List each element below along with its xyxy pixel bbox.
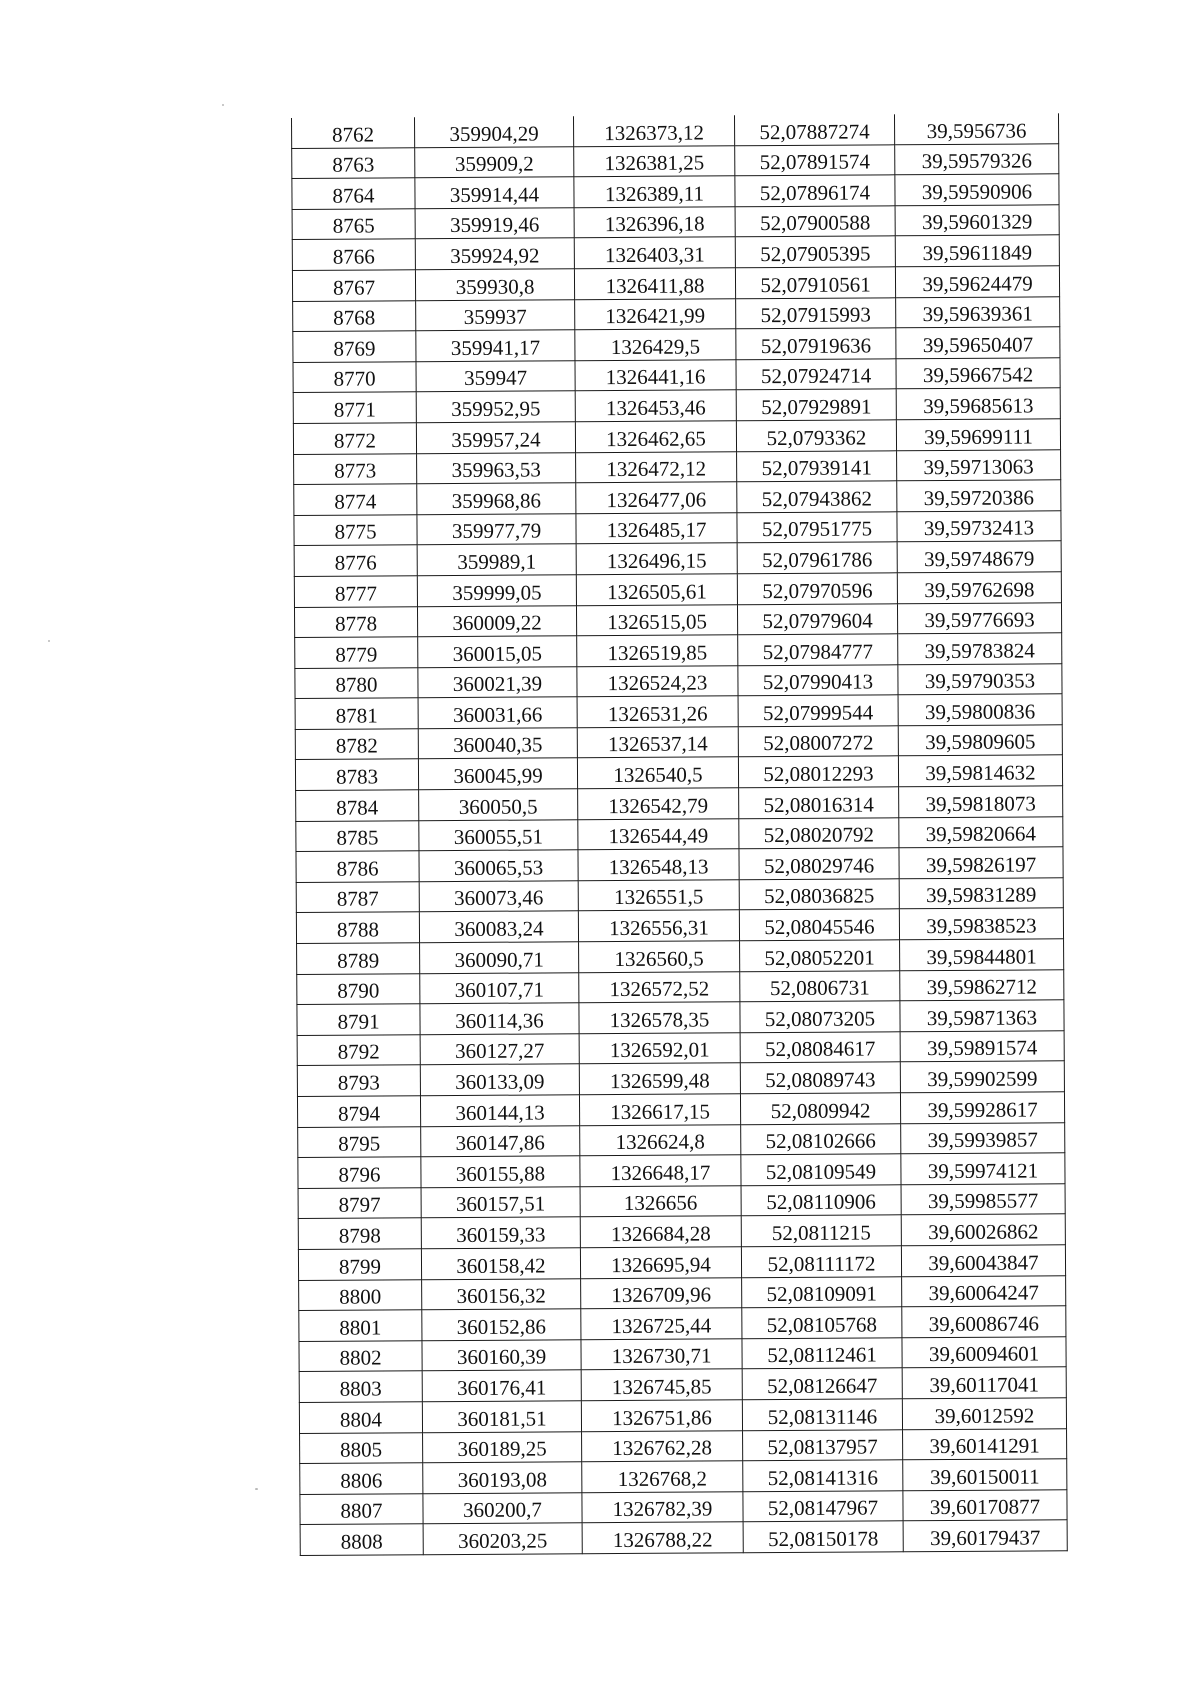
table-row	[292, 143, 1059, 178]
table-cell: 39,59748679	[897, 541, 1061, 573]
table-cell: 1326762,28	[582, 1430, 743, 1462]
table-cell: 1326560,5	[579, 941, 740, 973]
table-cell: 52,08089743	[740, 1062, 900, 1094]
table-cell: 39,60043847	[901, 1245, 1065, 1277]
table-cell: 52,07915993	[736, 297, 896, 329]
table-cell: 360021,39	[418, 666, 577, 698]
table-cell: 1326472,12	[576, 451, 737, 483]
table-cell: 39,59902599	[900, 1061, 1064, 1093]
table-cell: 359977,79	[417, 513, 576, 545]
table-cell: 1326768,2	[582, 1461, 743, 1493]
table-cell: 1326462,65	[575, 421, 736, 453]
table-cell: 360045,99	[418, 758, 577, 790]
table-cell: 52,07891574	[735, 144, 895, 176]
table-cell: 359941,17	[416, 330, 575, 362]
table-cell: 1326531,26	[577, 696, 738, 728]
table-cell: 8762	[292, 117, 415, 148]
table-row	[297, 939, 1064, 974]
table-row	[298, 1245, 1065, 1280]
table-cell: 1326544,49	[578, 818, 739, 850]
table-cell: 52,07905395	[735, 236, 895, 268]
table-cell: 359952,95	[416, 391, 575, 423]
table-cell: 52,0806731	[740, 970, 900, 1002]
table-cell: 39,59639361	[896, 296, 1060, 328]
table-cell: 359968,86	[417, 483, 576, 515]
table-row	[300, 1520, 1067, 1555]
table-cell: 1326572,52	[579, 971, 740, 1003]
scan-speck	[222, 104, 224, 106]
table-cell: 1326496,15	[576, 543, 737, 575]
table-cell: 8793	[297, 1065, 420, 1096]
table-cell: 39,59783824	[898, 633, 1062, 665]
table-row	[298, 1153, 1065, 1188]
coordinates-table-wrapper	[291, 113, 1062, 1556]
table-cell: 360193,08	[423, 1462, 582, 1494]
table-cell: 39,60094601	[902, 1337, 1066, 1369]
table-cell: 39,59939857	[901, 1122, 1065, 1154]
table-cell: 8770	[293, 361, 416, 392]
table-cell: 1326656	[580, 1186, 741, 1218]
table-row	[292, 113, 1059, 148]
table-cell: 1326403,31	[574, 237, 735, 269]
table-cell: 1326540,5	[577, 757, 738, 789]
table-cell: 8790	[297, 973, 420, 1004]
table-cell: 360200,7	[423, 1492, 582, 1524]
table-cell: 8786	[296, 851, 419, 882]
table-cell: 39,59891574	[900, 1031, 1064, 1063]
table-cell: 39,59800836	[898, 694, 1062, 726]
table-cell: 1326453,46	[575, 390, 736, 422]
table-cell: 1326485,17	[576, 513, 737, 545]
table-cell: 39,59974121	[901, 1153, 1065, 1185]
table-cell: 8803	[299, 1371, 422, 1402]
table-cell: 1326477,06	[576, 482, 737, 514]
table-row	[294, 602, 1061, 637]
table-cell: 8792	[297, 1035, 420, 1066]
table-cell: 52,08016314	[739, 787, 899, 819]
table-cell: 52,07910561	[735, 267, 895, 299]
table-cell: 8791	[297, 1004, 420, 1035]
table-cell: 360127,27	[420, 1034, 579, 1066]
table-cell: 8779	[295, 637, 418, 668]
table-cell: 1326578,35	[579, 1002, 740, 1034]
table-cell: 360083,24	[419, 911, 578, 943]
table-row	[299, 1367, 1066, 1402]
table-cell: 8774	[294, 484, 417, 515]
table-cell: 8782	[295, 729, 418, 760]
table-cell: 359989,1	[417, 544, 576, 576]
table-row	[293, 388, 1060, 423]
table-row	[295, 694, 1062, 729]
table-cell: 52,08012293	[738, 756, 898, 788]
table-row	[296, 878, 1063, 913]
table-cell: 8783	[295, 759, 418, 790]
table-cell: 8805	[300, 1432, 423, 1463]
table-cell: 359963,53	[417, 452, 576, 484]
table-cell: 1326421,99	[575, 298, 736, 330]
table-row	[293, 358, 1060, 393]
table-cell: 52,07951775	[737, 512, 897, 544]
table-cell: 39,59667542	[896, 358, 1060, 390]
table-cell: 1326537,14	[577, 727, 738, 759]
table-cell: 52,08036825	[739, 879, 899, 911]
table-cell: 360147,86	[421, 1125, 580, 1157]
table-cell: 8763	[292, 147, 415, 178]
table-cell: 8787	[296, 882, 419, 913]
table-cell: 39,59776693	[897, 602, 1061, 634]
table-cell: 39,60141291	[903, 1428, 1067, 1460]
table-row	[300, 1490, 1067, 1525]
table-cell: 1326505,61	[576, 574, 737, 606]
table-cell: 39,59871363	[900, 1000, 1064, 1032]
table-cell: 39,59818073	[899, 786, 1063, 818]
table-row	[294, 572, 1061, 607]
table-cell: 8767	[292, 270, 415, 301]
table-cell: 52,08007272	[738, 726, 898, 758]
table-cell: 8785	[296, 820, 419, 851]
table-cell: 8781	[295, 698, 418, 729]
table-cell: 1326548,13	[578, 849, 739, 881]
table-cell: 360189,25	[423, 1431, 582, 1463]
table-cell: 8766	[292, 239, 415, 270]
table-cell: 39,60026862	[901, 1214, 1065, 1246]
table-cell: 8769	[293, 331, 416, 362]
table-cell: 52,0811215	[741, 1215, 901, 1247]
table-cell: 39,59820664	[899, 816, 1063, 848]
table-cell: 39,59732413	[897, 511, 1061, 543]
table-row	[298, 1184, 1065, 1219]
coordinates-table-body	[292, 113, 1068, 1555]
table-cell: 360015,05	[418, 636, 577, 668]
table-cell: 8776	[294, 545, 417, 576]
table-cell: 52,07900588	[735, 206, 895, 238]
table-cell: 52,08137957	[743, 1429, 903, 1461]
table-cell: 360176,41	[422, 1370, 581, 1402]
table-row	[293, 327, 1060, 362]
table-row	[297, 1061, 1064, 1096]
table-cell: 52,07924714	[736, 359, 896, 391]
table-cell: 360156,32	[422, 1278, 581, 1310]
table-cell: 360065,53	[419, 850, 578, 882]
table-cell: 52,08102666	[741, 1123, 901, 1155]
table-cell: 52,07887274	[734, 114, 894, 145]
table-cell: 1326519,85	[577, 635, 738, 667]
table-cell: 8801	[299, 1310, 422, 1341]
table-cell: 359947	[416, 361, 575, 393]
table-cell: 52,0809942	[740, 1093, 900, 1125]
table-cell: 360107,71	[420, 972, 579, 1004]
table-cell: 52,07929891	[736, 389, 896, 421]
table-cell: 1326648,17	[580, 1155, 741, 1187]
table-cell: 52,08052201	[740, 940, 900, 972]
table-cell: 1326396,18	[574, 207, 735, 239]
table-cell: 39,5956736	[894, 113, 1058, 144]
table-cell: 1326782,39	[582, 1491, 743, 1523]
table-cell: 8780	[295, 667, 418, 698]
table-cell: 360090,71	[420, 942, 579, 974]
table-cell: 8778	[294, 606, 417, 637]
table-row	[297, 1092, 1064, 1127]
table-row	[296, 847, 1063, 882]
table-row	[299, 1398, 1066, 1433]
table-cell: 8777	[294, 576, 417, 607]
table-cell: 360181,51	[422, 1401, 581, 1433]
table-cell: 1326429,5	[575, 329, 736, 361]
table-cell: 359957,24	[416, 422, 575, 454]
table-row	[294, 511, 1061, 546]
table-cell: 39,60179437	[903, 1520, 1067, 1552]
table-cell: 359904,29	[414, 116, 573, 147]
table-cell: 360055,51	[419, 819, 578, 851]
table-row	[293, 419, 1060, 454]
table-row	[296, 908, 1063, 943]
table-cell: 1326542,79	[578, 788, 739, 820]
table-cell: 359909,2	[415, 146, 574, 178]
table-cell: 39,6012592	[902, 1398, 1066, 1430]
table-cell: 1326624,8	[580, 1124, 741, 1156]
table-cell: 359924,92	[415, 238, 574, 270]
table-cell: 360157,51	[421, 1187, 580, 1219]
table-cell: 360144,13	[420, 1095, 579, 1127]
table-cell: 52,08110906	[741, 1185, 901, 1217]
table-row	[294, 541, 1061, 576]
table-cell: 39,60170877	[903, 1490, 1067, 1522]
table-cell: 52,08029746	[739, 848, 899, 880]
table-cell: 39,59650407	[896, 327, 1060, 359]
table-cell: 360114,36	[420, 1003, 579, 1035]
table-cell: 8789	[297, 943, 420, 974]
table-cell: 39,59720386	[897, 480, 1061, 512]
table-row	[298, 1214, 1065, 1249]
table-cell: 39,59844801	[900, 939, 1064, 971]
table-row	[297, 1000, 1064, 1035]
table-cell: 8794	[297, 1096, 420, 1127]
table-row	[295, 633, 1062, 668]
table-row	[292, 266, 1059, 301]
table-cell: 8802	[299, 1340, 422, 1371]
table-cell: 8799	[298, 1249, 421, 1280]
table-cell: 1326381,25	[574, 145, 735, 177]
table-cell: 52,08147967	[743, 1491, 903, 1523]
table-cell: 8775	[294, 514, 417, 545]
table-cell: 1326709,96	[581, 1277, 742, 1309]
table-cell: 1326551,5	[578, 880, 739, 912]
table-cell: 52,08150178	[743, 1521, 903, 1553]
coordinates-table	[291, 113, 1068, 1556]
table-cell: 8773	[294, 453, 417, 484]
table-cell: 359919,46	[415, 208, 574, 240]
table-cell: 360031,66	[418, 697, 577, 729]
table-cell: 1326788,22	[582, 1522, 743, 1554]
table-cell: 8764	[292, 178, 415, 209]
table-row	[292, 174, 1059, 209]
table-cell: 39,59713063	[897, 449, 1061, 481]
table-cell: 52,07961786	[737, 542, 897, 574]
table-cell: 52,08084617	[740, 1032, 900, 1064]
table-row	[292, 205, 1059, 240]
table-cell: 52,07970596	[737, 573, 897, 605]
table-cell: 52,08105768	[742, 1307, 902, 1339]
table-cell: 360040,35	[418, 728, 577, 760]
table-cell: 39,59838523	[899, 908, 1063, 940]
table-cell: 52,07999544	[738, 695, 898, 727]
table-cell: 39,59699111	[896, 419, 1060, 451]
table-cell: 8772	[293, 423, 416, 454]
table-cell: 1326411,88	[574, 268, 735, 300]
table-row	[297, 969, 1064, 1004]
table-cell: 360160,39	[422, 1340, 581, 1372]
table-cell: 52,0793362	[736, 420, 896, 452]
table-cell: 360159,33	[421, 1217, 580, 1249]
table-row	[299, 1275, 1066, 1310]
table-row	[299, 1337, 1066, 1372]
table-row	[296, 816, 1063, 851]
scan-speck	[255, 1488, 258, 1490]
table-cell: 8771	[293, 392, 416, 423]
table-cell: 39,59928617	[900, 1092, 1064, 1124]
table-cell: 1326515,05	[576, 604, 737, 636]
table-cell: 360073,46	[419, 881, 578, 913]
table-cell: 1326592,01	[579, 1033, 740, 1065]
table-cell: 8800	[299, 1279, 422, 1310]
table-row	[292, 235, 1059, 270]
table-cell: 52,08073205	[740, 1001, 900, 1033]
table-cell: 52,08109549	[741, 1154, 901, 1186]
table-cell: 1326373,12	[573, 115, 734, 146]
table-row	[297, 1031, 1064, 1066]
table-cell: 39,60064247	[902, 1275, 1066, 1307]
table-cell: 52,08112461	[742, 1338, 902, 1370]
table-cell: 39,59790353	[898, 663, 1062, 695]
table-cell: 1326556,31	[578, 910, 739, 942]
table-cell: 360133,09	[420, 1064, 579, 1096]
table-cell: 52,07990413	[738, 664, 898, 696]
table-cell: 360152,86	[422, 1309, 581, 1341]
table-cell: 8798	[298, 1218, 421, 1249]
table-cell: 359937	[416, 299, 575, 331]
table-cell: 360158,42	[421, 1248, 580, 1280]
scan-speck	[48, 640, 50, 642]
table-cell: 1326751,86	[581, 1400, 742, 1432]
table-cell: 359914,44	[415, 177, 574, 209]
table-cell: 1326745,85	[581, 1369, 742, 1401]
table-cell: 360155,88	[421, 1156, 580, 1188]
table-row	[295, 663, 1062, 698]
table-cell: 39,59579326	[895, 143, 1059, 175]
table-cell: 8765	[292, 209, 415, 240]
table-row	[293, 296, 1060, 331]
table-cell: 1326617,15	[579, 1094, 740, 1126]
table-cell: 1326730,71	[581, 1339, 742, 1371]
table-row	[296, 786, 1063, 821]
table-cell: 52,07896174	[735, 175, 895, 207]
table-cell: 8804	[299, 1402, 422, 1433]
table-cell: 359930,8	[415, 269, 574, 301]
table-cell: 52,07979604	[737, 603, 897, 635]
table-cell: 39,59862712	[900, 969, 1064, 1001]
table-cell: 1326684,28	[580, 1216, 741, 1248]
table-cell: 8788	[296, 912, 419, 943]
table-row	[294, 480, 1061, 515]
table-cell: 359999,05	[417, 575, 576, 607]
table-cell: 8768	[293, 300, 416, 331]
table-cell: 52,07943862	[737, 481, 897, 513]
table-cell: 1326441,16	[575, 360, 736, 392]
table-cell: 52,08109091	[742, 1276, 902, 1308]
table-cell: 8797	[298, 1188, 421, 1219]
table-cell: 8784	[296, 790, 419, 821]
table-row	[294, 449, 1061, 484]
table-cell: 52,08020792	[739, 817, 899, 849]
table-cell: 8796	[298, 1157, 421, 1188]
table-cell: 39,59985577	[901, 1184, 1065, 1216]
table-cell: 39,59762698	[897, 572, 1061, 604]
table-row	[298, 1122, 1065, 1157]
table-cell: 360050,5	[419, 789, 578, 821]
table-cell: 39,59624479	[895, 266, 1059, 298]
table-row	[295, 725, 1062, 760]
table-cell: 8808	[300, 1524, 423, 1555]
table-cell: 39,59809605	[898, 725, 1062, 757]
table-cell: 52,08126647	[742, 1368, 902, 1400]
table-row	[300, 1428, 1067, 1463]
table-row	[300, 1459, 1067, 1494]
table-row	[299, 1306, 1066, 1341]
table-cell: 39,59611849	[895, 235, 1059, 267]
table-cell: 39,59826197	[899, 847, 1063, 879]
table-cell: 52,07939141	[737, 450, 897, 482]
table-cell: 39,59814632	[898, 755, 1062, 787]
table-cell: 39,59685613	[896, 388, 1060, 420]
table-cell: 8806	[300, 1463, 423, 1494]
table-cell: 52,08045546	[739, 909, 899, 941]
table-cell: 360203,25	[423, 1523, 582, 1555]
table-cell: 1326524,23	[577, 665, 738, 697]
table-cell: 1326389,11	[574, 176, 735, 208]
table-cell: 8807	[300, 1493, 423, 1524]
table-cell: 39,59601329	[895, 205, 1059, 237]
table-cell: 8795	[298, 1126, 421, 1157]
table-cell: 1326695,94	[580, 1247, 741, 1279]
table-cell: 360009,22	[417, 605, 576, 637]
table-row	[295, 755, 1062, 790]
table-cell: 52,07919636	[736, 328, 896, 360]
table-cell: 39,59831289	[899, 878, 1063, 910]
table-cell: 39,60150011	[903, 1459, 1067, 1491]
table-cell: 1326725,44	[581, 1308, 742, 1340]
table-cell: 52,07984777	[738, 634, 898, 666]
table-cell: 52,08141316	[743, 1460, 903, 1492]
table-cell: 52,08131146	[742, 1399, 902, 1431]
table-cell: 1326599,48	[579, 1063, 740, 1095]
table-cell: 39,60086746	[902, 1306, 1066, 1338]
table-cell: 39,59590906	[895, 174, 1059, 206]
table-cell: 39,60117041	[902, 1367, 1066, 1399]
table-cell: 52,08111172	[741, 1246, 901, 1278]
